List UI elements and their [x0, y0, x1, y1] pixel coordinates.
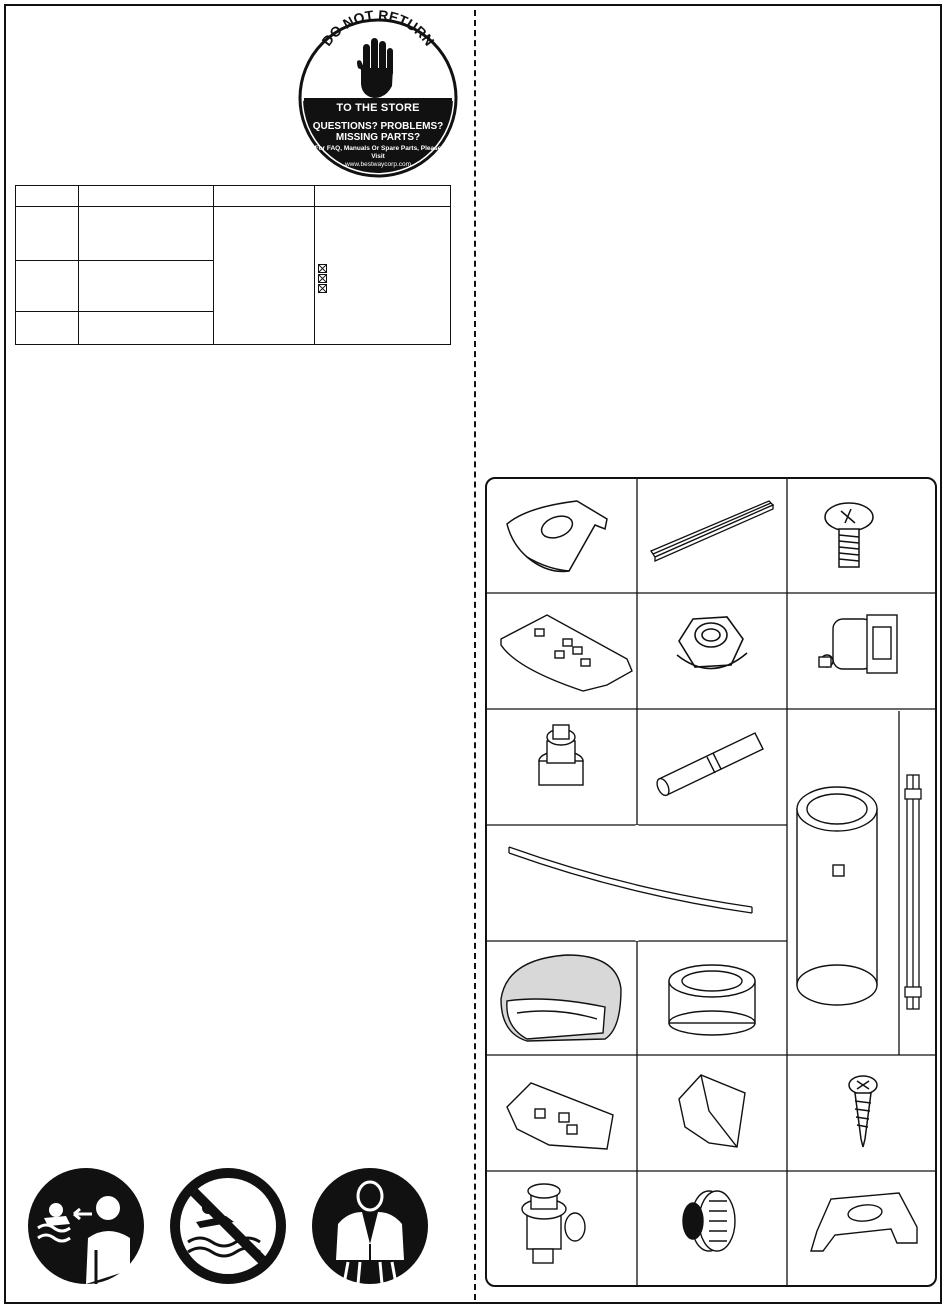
tapping-screw-icon [849, 1076, 877, 1147]
skimmer-body-icon [819, 615, 897, 673]
table-cell [16, 261, 79, 312]
screw-icon [825, 503, 873, 567]
strainer-connector-icon [683, 1191, 735, 1251]
no-diving-icon [168, 1166, 288, 1286]
drain-valve-icon [539, 725, 583, 785]
table-cell [214, 207, 315, 345]
badge-url[interactable]: www.bestwaycorp.com [344, 161, 412, 168]
checkbox-icon[interactable] [318, 274, 327, 283]
table-row [16, 207, 451, 261]
ground-cloth-icon [501, 955, 621, 1041]
checkbox-icon[interactable] [318, 284, 327, 293]
liner-roll-icon [797, 787, 877, 1005]
table-cell [79, 186, 214, 207]
hex-nut-icon [677, 617, 747, 669]
badge-subtitle: TO THE STORE [336, 102, 420, 114]
svg-text:DO NOT RETURN: DO NOT RETURN [318, 6, 438, 49]
life-vest-icon [310, 1166, 430, 1286]
table-header-row [16, 186, 451, 207]
table-cell [315, 186, 451, 207]
sealing-tape-icon [669, 965, 755, 1035]
table-cell [79, 207, 214, 261]
checkbox-icon[interactable] [318, 264, 327, 273]
badge-faq: For FAQ, Manuals Or Spare Parts, Please Visit [314, 145, 442, 160]
hose-icon [655, 733, 763, 797]
top-rail-icon [509, 847, 752, 913]
parts-list-panel [485, 477, 937, 1287]
top-cap-icon [811, 1193, 917, 1251]
table-cell [16, 186, 79, 207]
table-cell [16, 312, 79, 345]
vertical-post-icon [905, 775, 921, 1009]
plunger-valve-icon [522, 1184, 585, 1263]
mounting-plate-icon [501, 615, 632, 691]
table-cell [16, 207, 79, 261]
bracket-icon [507, 1083, 613, 1149]
table-cell [79, 261, 214, 312]
table-cell [79, 312, 214, 345]
rail-icon [651, 501, 773, 561]
badge-questions: QUESTIONS? PROBLEMS? MISSING PARTS? [312, 121, 444, 143]
leg-cap-icon [507, 501, 607, 571]
joint-clip-icon [679, 1075, 745, 1147]
column-divider [474, 10, 476, 1300]
spec-table [15, 185, 451, 345]
supervise-children-icon [26, 1166, 146, 1286]
table-cell [315, 207, 451, 345]
table-cell [214, 186, 315, 207]
checkbox-group [315, 264, 450, 293]
